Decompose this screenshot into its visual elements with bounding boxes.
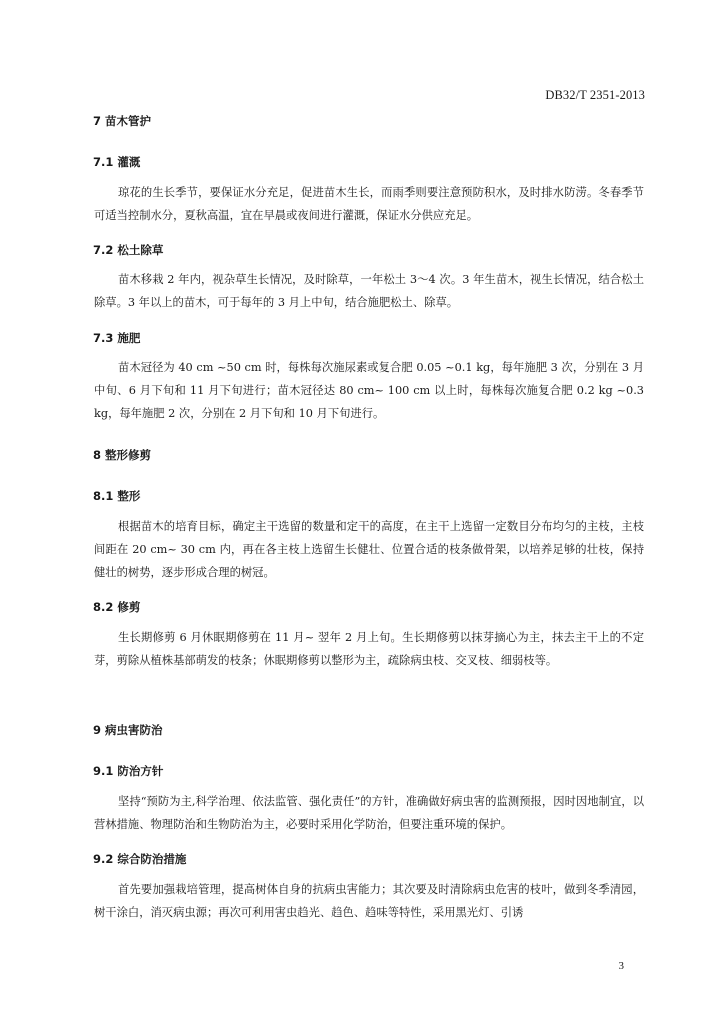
standard-number: DB32/T 2351-2013 <box>545 88 645 102</box>
paragraph-8-1: 根据苗木的培育目标，确定主干选留的数量和定干的高度，在主干上选留一定数目分布均匀的主枝，主枝间距在 20 cm~ 30 cm 内，再在各主枝上选留生长健壮、位置合适的枝条做骨架，以培养足够的壮枝，保持健壮的树势，逐步形成合理的树冠。 <box>94 520 644 579</box>
section-heading-9: 9 病虫害防治 <box>93 723 163 737</box>
paragraph-7-1: 琼花的生长季节，要保证水分充足，促进苗木生长，而雨季则要注意预防积水，及时排水防涝。冬春季节可适当控制水分，夏秋高温，宜在早晨或夜间进行灌溉，保证水分供应充足。 <box>94 186 644 222</box>
page-number: 3 <box>618 960 624 972</box>
paragraph-9-1: 坚持“预防为主,科学治理、依法监管、强化责任”的方针，准确做好病虫害的监测预报，因时因地制宜，以营林措施、物理防治和生物防治为主，必要时采用化学防治，但要注重环境的保护。 <box>94 795 644 831</box>
section-heading-7-2: 7.2 松土除草 <box>93 243 164 257</box>
section-heading-8-2: 8.2 修剪 <box>93 600 141 614</box>
paragraph-7-2: 苗木移栽 2 年内，视杂草生长情况，及时除草，一年松土 3～4 次。3 年生苗木，视生长情况，结合松土除草。3 年以上的苗木，可于每年的 3 月上中旬，结合施肥松土、除草。 <box>94 273 644 309</box>
section-heading-7: 7 苗木管护 <box>93 114 152 128</box>
section-heading-9-1: 9.1 防治方针 <box>93 764 164 778</box>
section-heading-9-2: 9.2 综合防治措施 <box>93 852 187 866</box>
paragraph-8-2: 生长期修剪 6 月休眠期修剪在 11 月~ 翌年 2 月上旬。生长期修剪以抹芽摘心为主，抹去主干上的不定芽，剪除从植株基部萌发的枝条；休眠期修剪以整形为主，疏除病虫枝、交叉枝、细弱枝等。 <box>94 631 644 667</box>
paragraph-7-3: 苗木冠径为 40 cm ~50 cm 时，每株每次施尿素或复合肥 0.05 ~0.1 kg，每年施肥 3 次，分别在 3 月中旬、6 月下旬和 11 月下旬进行；苗木冠径达 80 cm~ 100 cm 以上时，每株每次施复合肥 0.2 kg ~0.3 kg，每年施肥 2 次，分别在 2 月下旬和 10 月下旬进行。 <box>94 361 644 420</box>
section-heading-8-1: 8.1 整形 <box>93 489 141 503</box>
section-heading-8: 8 整形修剪 <box>93 448 152 462</box>
section-heading-7-3: 7.3 施肥 <box>93 331 141 345</box>
paragraph-9-2: 首先要加强栽培管理，提高树体自身的抗病虫害能力；其次要及时清除病虫危害的枝叶，做到冬季清园，树干涂白，消灭病虫源；再次可利用害虫趋光、趋色、趋味等特性，采用黑光灯、引诱 <box>94 883 644 919</box>
section-heading-7-1: 7.1 灌溉 <box>93 155 141 169</box>
